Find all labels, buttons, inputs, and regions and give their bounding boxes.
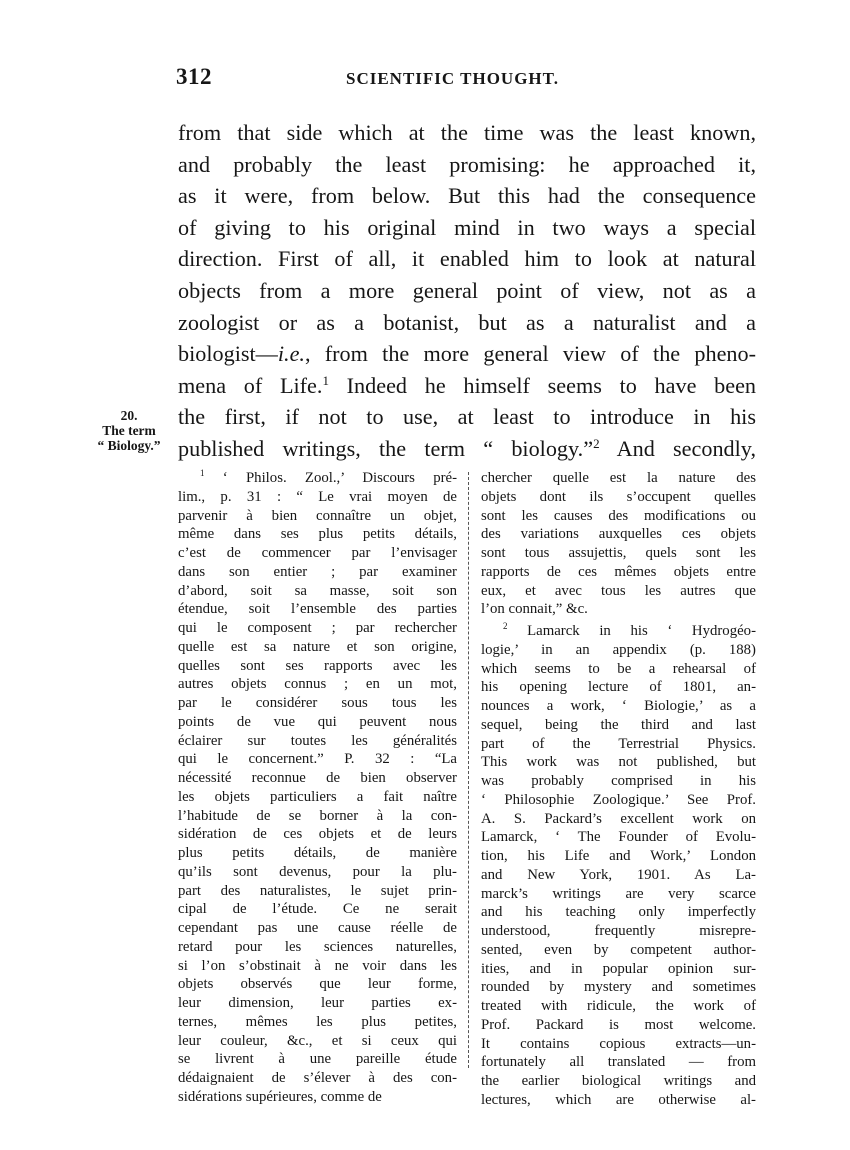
footnote-line: and his teaching only imperfectly — [481, 904, 756, 921]
marginal-note-line: “ Biology.” — [97, 438, 161, 453]
footnote-line: sidération de ces objets et de leurs — [178, 826, 457, 843]
footnote-line: nounces a work, ‘ Biologie,’ as a — [481, 698, 756, 714]
body-line: the first, if not to use, at least to introduce in his — [178, 404, 756, 430]
footnote-line: points de vue qui peuvent nous — [178, 713, 457, 730]
footnote-line: cependant pas une cause réelle de — [178, 920, 457, 936]
footnote-line: sont les causes des modifications ou — [481, 507, 756, 524]
footnote-line: It contains copious extracts—un- — [481, 1035, 756, 1052]
body-text-fragment: biologist— — [178, 341, 278, 367]
footnote-line: treated with ridicule, the work of — [481, 998, 756, 1014]
body-line — [178, 338, 756, 370]
body-line: direction. First of all, it enabled him to look at natural — [178, 246, 756, 272]
footnote-line: understood, frequently misrepre- — [481, 923, 756, 939]
footnote-line: ternes, mêmes les plus petites, — [178, 1013, 457, 1030]
footnote-line: éclairer sur toutes les généralités — [178, 732, 457, 749]
footnote-line: was probably comprised in his — [481, 773, 756, 789]
body-text — [178, 117, 756, 465]
footnote-line: les objets particuliers a fait naître — [178, 788, 457, 805]
footnote-line: des variations auxquelles ces objets — [481, 526, 756, 543]
footnote-text: ‘ Philos. Zool.,’ Discours pré- — [222, 470, 458, 486]
footnote-line: Prof. Packard is most welcome. — [481, 1016, 756, 1033]
footnote-line: marck’s writings are very scarce — [481, 885, 756, 902]
footnote-line: fortunately all translated — from — [481, 1054, 756, 1071]
footnote-line — [178, 469, 457, 488]
body-text-fragment: , from the more general view of the pheno- — [304, 341, 756, 367]
footnote-line: sont tous assujettis, quels sont les — [481, 545, 756, 561]
footnote-line: sidérations supérieures, comme de — [178, 1088, 382, 1105]
footnote-line: d’abord, soit sa masse, soit son — [178, 582, 457, 599]
footnote-line: sented, even by competent author- — [481, 941, 756, 958]
body-line — [178, 370, 756, 402]
body-line: and probably the least promising: he approached it, — [178, 151, 756, 177]
footnote-line: lectures, which are otherwise al- — [481, 1091, 756, 1108]
footnote-line: nécessité reconnue de bien observer — [178, 770, 457, 786]
footnote-line: retard pour les sciences naturelles, — [178, 938, 457, 955]
body-line: from that side which at the time was the least known, — [178, 120, 756, 145]
footnote-line: which seems to be a rehearsal of — [481, 660, 756, 677]
footnote-reference-2: 2 — [593, 435, 600, 451]
footnote-line: tion, his Life and Work,’ London — [481, 848, 756, 864]
footnote-line: part des naturalistes, le sujet prin- — [178, 882, 457, 899]
footnote-line: and New York, 1901. As La- — [481, 866, 756, 883]
column-divider — [468, 472, 469, 1068]
footnote-line: This work was not published, but — [481, 754, 756, 771]
body-text-fragment: And secondly, — [599, 435, 756, 461]
footnote-text: Lamarck in his ‘ Hydrogéo- — [527, 623, 756, 639]
footnote-line: dans son entier ; par examiner — [178, 563, 457, 580]
footnote-line: se livrent à une pareille étude — [178, 1051, 457, 1068]
footnote-line: rounded by mystery and sometimes — [481, 979, 756, 996]
footnote-line: dédaignaient de s’élever à des con- — [178, 1070, 457, 1086]
footnote-line: lim., p. 31 : “ Le vrai moyen de — [178, 488, 457, 505]
marginal-note — [86, 408, 172, 453]
footnote-line: his opening lecture of 1801, an- — [481, 679, 756, 696]
footnote-line: A. S. Packard’s excellent work on — [481, 810, 756, 827]
footnote-line: parvenir à bien connaître un objet, — [178, 507, 457, 524]
body-text-fragment: published writings, the term “ biology.” — [178, 435, 594, 461]
footnote-line: autres objets connus ; en un mot, — [178, 676, 457, 693]
footnote-line: l’habitude de se borner à la con- — [178, 807, 457, 824]
footnote-line: ‘ Philosophie Zoologique.’ See Prof. — [481, 791, 756, 808]
body-line — [178, 433, 756, 465]
footnote-line: qui le composent ; par rechercher — [178, 620, 457, 636]
footnote-line: Lamarck, ‘ The Founder of Evolu- — [481, 829, 756, 846]
footnote-line: par le considérer sous tous les — [178, 695, 457, 711]
page-number: 312 — [176, 64, 212, 89]
footnote-line: quelles sont ses rapports avec les — [178, 657, 457, 674]
footnote-line: plus petits détails, de manière — [178, 845, 457, 861]
body-text-fragment: Indeed he himself seems to have been — [328, 372, 757, 398]
footnote-line: the earlier biological writings and — [481, 1073, 756, 1089]
footnote-line: quelle est sa nature et son origine, — [178, 638, 457, 655]
footnotes-left-column — [178, 469, 457, 1107]
body-text-fragment: mena of Life. — [178, 372, 323, 398]
body-text-italic: i.e. — [277, 341, 305, 367]
footnote-line: ities, and in popular opinion sur- — [481, 960, 756, 977]
body-line: of giving to his original mind in two ways a special — [178, 214, 756, 240]
footnote-line: objets dont ils s’occupent quelles — [481, 488, 756, 505]
running-title: SCIENTIFIC THOUGHT. — [346, 69, 559, 88]
footnote-reference-1: 1 — [322, 372, 329, 388]
page-header — [0, 64, 850, 96]
footnotes-right-column — [481, 469, 756, 1110]
marginal-note-line: The term — [102, 423, 156, 438]
footnote-line: si l’on s’obstinait à ne voir dans les — [178, 957, 457, 974]
footnote-line: logie,’ in an appendix (p. 188) — [481, 641, 756, 658]
footnote-line: part of the Terrestrial Physics. — [481, 735, 756, 752]
footnote-line: leur dimension, leur parties ex- — [178, 995, 457, 1011]
footnote-line: eux, et avec tous les autres que — [481, 582, 756, 599]
footnote-line: objets observés que leur forme, — [178, 976, 457, 993]
footnote-line — [481, 622, 756, 641]
footnote-line: sequel, being the third and last — [481, 716, 756, 733]
body-line: as it were, from below. But this had the consequence — [178, 183, 756, 209]
footnote-line: qu’ils sont devenus, pour la plu- — [178, 863, 457, 880]
footnote-line: c’est de commencer par l’envisager — [178, 545, 457, 561]
footnote-line: rapports de ces mêmes objets entre — [481, 563, 756, 580]
body-line: zoologist or as a botanist, but as a naturalist and a — [178, 309, 756, 335]
body-line: objects from a more general point of view, not as a — [178, 277, 756, 303]
footnote-line: cipal de l’étude. Ce ne serait — [178, 901, 457, 918]
marginal-note-number: 20. — [120, 408, 138, 423]
footnote-line: chercher quelle est la nature des — [481, 470, 756, 486]
footnote-marker-2: 2 — [503, 621, 508, 631]
footnote-line: leur couleur, &c., et si ceux qui — [178, 1032, 457, 1049]
footnote-line: l’on connait,” &c. — [481, 601, 588, 618]
footnote-marker-1: 1 — [200, 468, 205, 478]
footnote-line: qui le concernent.” P. 32 : “La — [178, 751, 457, 768]
footnote-line: étendue, soit l’ensemble des parties — [178, 601, 457, 618]
footnote-line: même dans ses plus petits détails, — [178, 526, 457, 543]
